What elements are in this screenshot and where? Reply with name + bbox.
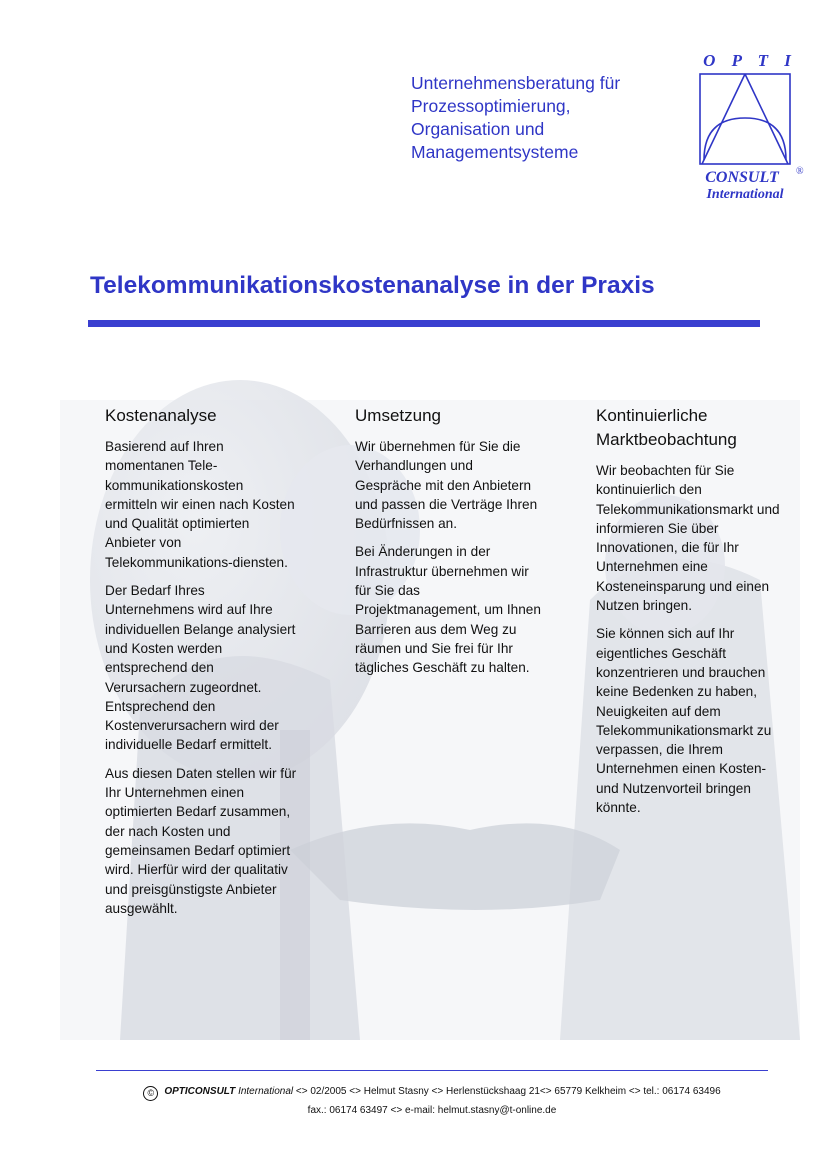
- company-tagline: [411, 72, 681, 164]
- footer-line-1: [96, 1082, 768, 1101]
- tagline-line: Managementsysteme: [411, 142, 579, 162]
- tagline-line: Prozessoptimierung,: [411, 96, 571, 116]
- column-kostenanalyse: [105, 404, 297, 927]
- tagline-line: Organisation und: [411, 119, 545, 139]
- column-paragraph: Basierend auf Ihren momentanen Tele-kommunikationskosten ermitteln wir einen nach Kosten und Qualität optimierten Anbieter von Telekommunikations-diensten.: [105, 439, 295, 570]
- column-paragraph: Wir übernehmen für Sie die Verhandlungen und Gespräche mit den Anbietern und passen die Verträge Ihren Bedürfnissen an.: [355, 439, 538, 532]
- column-paragraph: Aus diesen Daten stellen wir für Ihr Unternehmen einen optimierten Bedarf zusammen, der nach Kosten und gemeinsamen Bedarf optimiert wird. Hierfür wird der qualitativ und preisgünstigste Anbieter ausgewählt.: [105, 765, 297, 916]
- footer-contact-2: fax.: 06174 63497 <> e-mail: helmut.stasny@t-online.de: [307, 1105, 557, 1116]
- footer-brand-suffix: International: [238, 1086, 294, 1097]
- column-paragraph: Der Bedarf Ihres Unternehmens wird auf Ihre individuellen Belange analysiert und Kosten werden entsprechend den Verursachern zugeordnet. Entsprechend den Kostenverursachern wird der individuelle Bedarf ermittelt.: [105, 583, 296, 753]
- tagline-line: Unternehmensberatung für: [411, 73, 621, 93]
- column-marktbeobachtung: [596, 404, 790, 826]
- column-umsetzung: [355, 404, 543, 687]
- logo-bottom-text: International: [706, 187, 784, 202]
- footer: [96, 1082, 768, 1120]
- column-heading: Kostenanalyse: [105, 406, 217, 425]
- opticonsult-logo: [690, 48, 810, 208]
- page-title: Telekommunikationskostenanalyse in der Praxis: [90, 272, 655, 299]
- logo-registered-mark: ®: [796, 166, 804, 177]
- footer-divider: [96, 1070, 768, 1071]
- column-heading: Kontinuierliche Marktbeobachtung: [596, 406, 737, 449]
- footer-contact-1: <> 02/2005 <> Helmut Stasny <> Herlenstückshaag 21<> 65779 Kelkheim <> tel.: 06174 63496: [293, 1086, 721, 1097]
- column-paragraph: Sie können sich auf Ihr eigentliches Geschäft konzentrieren und brauchen keine Bedenken zu haben, Neuigkeiten auf dem Telekommunikationsmarkt zu verpassen, die Ihrem Unternehmen einen Kosten- und Nutzenvorteil bringen könnte.: [596, 626, 772, 816]
- title-divider: [88, 320, 760, 327]
- column-heading: Umsetzung: [355, 406, 441, 425]
- copyright-icon: ©: [143, 1086, 158, 1101]
- footer-brand: OPTICONSULT: [164, 1086, 236, 1097]
- column-paragraph: Wir beobachten für Sie kontinuierlich den Telekommunikationsmarkt und informieren Sie über Innovationen, die für Ihr Unternehmen eine Kosteneinsparung und einen Nutzen bringen.: [596, 463, 780, 614]
- logo-top-text: O P T I: [703, 51, 797, 70]
- logo-mid-text: CONSULT: [705, 169, 779, 186]
- column-paragraph: Bei Änderungen in der Infrastruktur übernehmen wir für Sie das Projektmanagement, um Ihnen Barrieren aus dem Weg zu räumen und Sie frei für Ihr tägliches Geschäft zu halten.: [355, 544, 541, 676]
